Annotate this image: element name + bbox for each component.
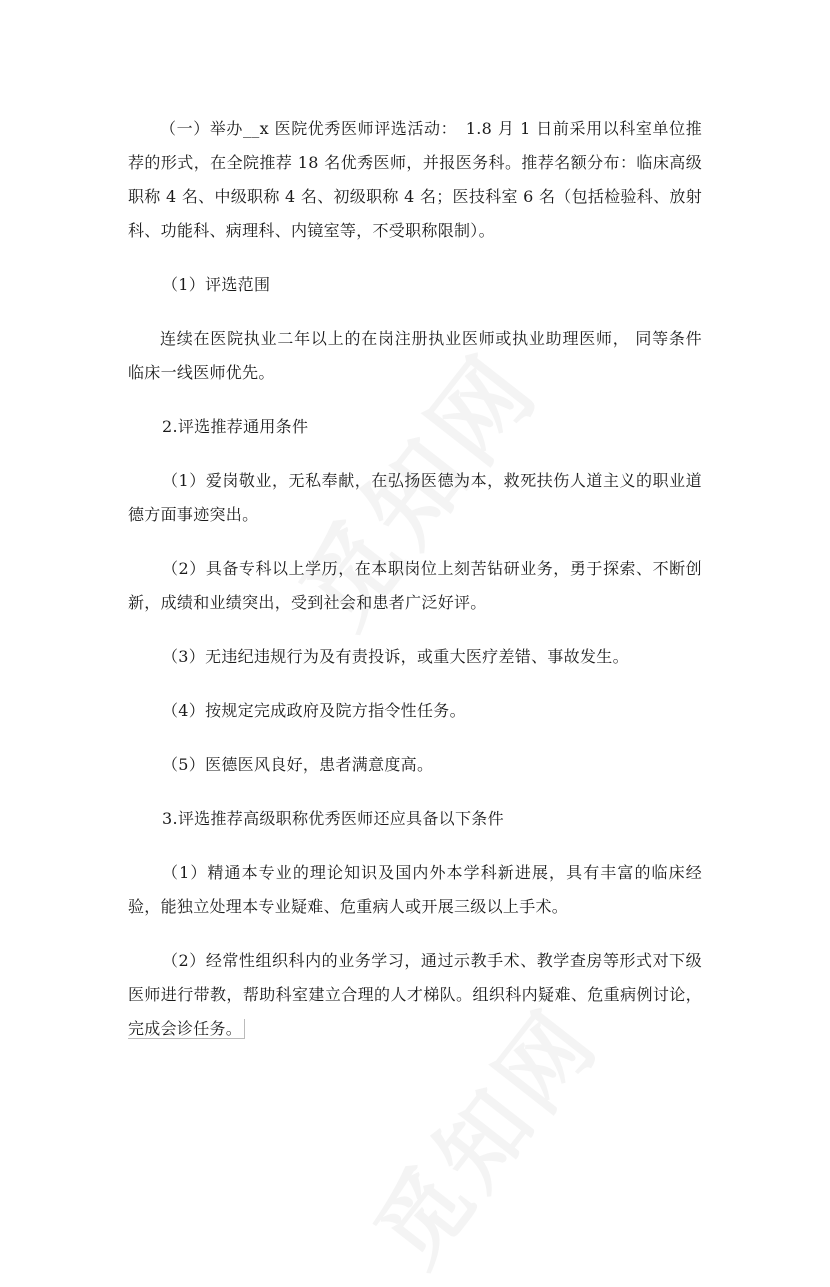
paragraph-activity-intro: （一）举办__x 医院优秀医师评选活动： 1.8 月 1 日前采用以科室单位推荐的形式，在全院推荐 18 名优秀医师，并报医务科。推荐名额分布：临床高级职称 4 名、中级职称 4 名、初级职称 4 名；医技科室 6 名（包括检验科、放射科、功能科、病理科、内镜室等，不受职称限制）。: [128, 119, 703, 240]
paragraph-senior-criteria-1: （1）精通本专业的理论知识及国内外本学科新进展，具有丰富的临床经验，能独立处理本专业疑难、危重病人或开展三级以上手术。: [128, 863, 702, 916]
paragraph-general-criteria-heading: 2.评选推荐通用条件: [162, 417, 309, 436]
paragraph-senior-criteria-heading: 3.评选推荐高级职称优秀医师还应具备以下条件: [162, 809, 504, 828]
paragraph-criteria-5: （5）医德医风良好，患者满意度高。: [162, 755, 434, 774]
paragraph-criteria-3: （3）无违纪违规行为及有责投诉，或重大医疗差错、事故发生。: [162, 647, 629, 666]
paragraph-criteria-4: （4）按规定完成政府及院方指令性任务。: [162, 701, 466, 720]
paragraph-criteria-2: （2）具备专科以上学历，在本职岗位上刻苦钻研业务，勇于探索、不断创新，成绩和业绩突出，受到社会和患者广泛好评。: [128, 559, 702, 612]
paragraph-senior-criteria-2-text: （2）经常性组织科内的业务学习，通过示教手术、教学查房等形式对下级医师进行带教，帮助科室建立合理的人才梯队。组织科内疑难、危重病例讨论，: [128, 951, 702, 1004]
document-body: [128, 112, 702, 1066]
paragraph-scope-heading: （1）评选范围: [162, 275, 271, 294]
paragraph-senior-criteria-2: [128, 944, 702, 1046]
paragraph-scope-body: 连续在医院执业二年以上的在岗注册执业医师或执业助理医师， 同等条件临床一线医师优先。: [128, 329, 702, 382]
paragraph-criteria-1: （1）爱岗敬业，无私奉献，在弘扬医德为本，救死扶伤人道主义的职业道德方面事迹突出。: [128, 471, 702, 524]
boxed-last-line: 完成会诊任务。: [128, 1019, 245, 1039]
